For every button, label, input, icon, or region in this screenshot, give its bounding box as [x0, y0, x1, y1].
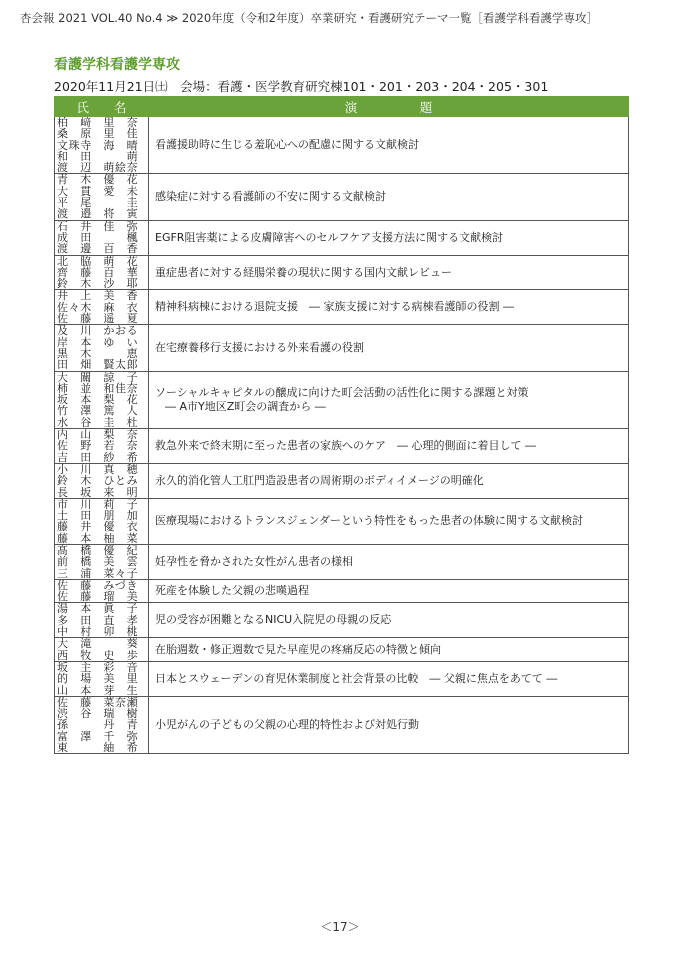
- student-names-cell: [55, 544, 149, 579]
- table-row: [55, 429, 629, 464]
- student-name: 柏 﨑 里 奈: [57, 116, 139, 129]
- student-names-cell: [55, 579, 149, 603]
- research-title-cell: [149, 220, 629, 255]
- student-name: 長 坂 来 明: [57, 485, 139, 499]
- student-name: 岸 本 ゆ い: [57, 335, 139, 349]
- table-row: [55, 174, 629, 220]
- student-names-cell: [55, 638, 149, 662]
- research-title: 在胎週数・修正週数で見た早産児の疼痛反応の特徴と傾向: [155, 642, 441, 656]
- research-title-cell: [149, 290, 629, 325]
- research-title-cell: [149, 661, 629, 696]
- table-row: [55, 117, 629, 174]
- page-number: ＜17＞: [320, 920, 360, 934]
- student-name: 大 貫 愛 未: [57, 184, 139, 198]
- table-row: [55, 544, 629, 579]
- student-name: 小 川 真 穂: [57, 462, 139, 476]
- research-title-cell: [149, 325, 629, 371]
- research-title: 児の受容が困難となるNICU入院児の母親の反応: [155, 613, 392, 627]
- research-title: 精神科病棟における退院支援 ― 家族支援に対する病棟看護師の役割 ―: [155, 300, 514, 314]
- student-names-cell: [55, 220, 149, 255]
- student-name: 大 滝 葵: [57, 637, 139, 651]
- student-name: 的 場 美 里: [57, 672, 139, 686]
- student-name: 坂 本 梨 花: [57, 393, 139, 407]
- table-row: [55, 325, 629, 371]
- research-title-cell: [149, 603, 629, 638]
- research-title-cell: [149, 498, 629, 544]
- research-title-cell: [149, 371, 629, 428]
- research-title: 医療現場におけるトランスジェンダーという特性をもった患者の体験に関する文献検討: [155, 514, 584, 528]
- research-title-cell: [149, 696, 629, 753]
- research-title: 在宅療養移行支援における外来看護の役割: [155, 340, 364, 354]
- research-title: 妊孕性を脅かされた女性がん患者の様相: [155, 554, 353, 568]
- research-title: 死産を体験した父親の悲嘆過程: [155, 584, 309, 598]
- student-names-cell: [55, 463, 149, 498]
- column-header-titles: 演 題: [149, 97, 629, 117]
- student-name: 前 橋 美 雲: [57, 555, 139, 569]
- research-title-cell: [149, 174, 629, 220]
- student-name: 多 田 直 孝: [57, 613, 139, 627]
- student-names-cell: [55, 429, 149, 464]
- student-names-cell: [55, 371, 149, 428]
- student-name: 吉 田 紗 希: [57, 450, 139, 464]
- student-name: 湯 本 眞 子: [57, 602, 139, 616]
- student-name: 中 村 卯 桃: [57, 625, 139, 639]
- table-row: [55, 371, 629, 428]
- student-name: 髙 橋 優 紀: [57, 543, 139, 557]
- student-name: 鈴 木 沙 耶: [57, 277, 139, 291]
- research-title-cell: [149, 638, 629, 662]
- research-title: 小児がんの子どもの父親の心理的特性および対処行動: [155, 718, 419, 732]
- student-name: 水 谷 圭 杜: [57, 415, 139, 429]
- research-title: EGFR阻害薬による皮膚障害へのセルフケア支援方法に関する文献検討: [155, 230, 504, 244]
- student-name: 山 本 芽 生: [57, 683, 139, 697]
- table-row: [55, 290, 629, 325]
- student-name: 富 澤 千 弥: [57, 729, 139, 743]
- student-name: 井 上 美 香: [57, 289, 139, 303]
- section-title: 看護学科看護学専攻: [54, 57, 180, 73]
- table-row: [55, 255, 629, 290]
- student-name: 渋 谷 瑞 樹: [57, 707, 139, 721]
- student-name: 市 川 莉 子: [57, 497, 139, 511]
- student-name: 内 山 梨 奈: [57, 428, 139, 442]
- student-name: 土 田 朋 加: [57, 509, 139, 523]
- student-name: 柿 並 和佳奈: [57, 381, 139, 395]
- student-names-cell: [55, 255, 149, 290]
- research-title-cell: [149, 429, 629, 464]
- student-name: 藤 井 優 衣: [57, 520, 139, 534]
- research-title: ソーシャルキャピタルの醸成に向けた町会活動の活性化に関する課題と対策: [155, 385, 529, 399]
- student-name: 竹 澤 篤 人: [57, 404, 139, 418]
- student-name: 東 紬 希: [57, 741, 139, 755]
- student-name: 黒 木 恵: [57, 346, 139, 360]
- student-names-cell: [55, 498, 149, 544]
- student-name: 文珠寺 海 晴: [57, 138, 139, 152]
- table-body: [55, 117, 629, 754]
- student-name: 成 田 楓: [57, 230, 139, 244]
- table-row: [55, 220, 629, 255]
- student-name: 平 尾 圭: [57, 196, 139, 210]
- student-names-cell: [55, 696, 149, 753]
- research-title-cell: [149, 463, 629, 498]
- research-title: 看護援助時に生じる羞恥心への配慮に関する文献検討: [155, 138, 419, 152]
- student-name: 渡 邊 百 香: [57, 242, 139, 256]
- table-row: [55, 463, 629, 498]
- table-row: [55, 661, 629, 696]
- student-name: 齊 藤 百 華: [57, 265, 139, 279]
- student-name: 和 田 萌: [57, 149, 139, 163]
- student-name: 渡 辺 萌絵奈: [57, 161, 139, 175]
- student-name: 佐 藤 みづき: [57, 578, 138, 592]
- student-name: 佐 藤 遥 夏: [57, 312, 139, 326]
- student-name: 田 畑 賢太郎: [57, 358, 139, 372]
- research-subtitle: ― A市Y地区Z町会の調査から ―: [165, 399, 326, 413]
- running-header: 杏会報 2021 VOL.40 No.4 ≫ 2020年度（令和2年度）卒業研究・看護研究テーマ一覧［看護学科看護学専攻］: [20, 11, 598, 25]
- student-name: 青 木 優 花: [57, 173, 139, 187]
- student-name: 大 關 諒 子: [57, 370, 139, 384]
- student-name: 鈴 木 ひとみ: [57, 474, 139, 488]
- research-title-cell: [149, 255, 629, 290]
- student-name: 北 脇 萌 花: [57, 254, 139, 268]
- student-name: 及 川 かおる: [57, 324, 139, 338]
- student-name: 孫 丹 青: [57, 718, 139, 732]
- research-title: 永久的消化管人工肛門造設患者の周術期のボディイメージの明確化: [155, 473, 484, 487]
- column-header-names: 氏 名: [55, 97, 149, 117]
- student-names-cell: [55, 174, 149, 220]
- student-name: 石 井 佳 弥: [57, 219, 139, 233]
- table-row: [55, 603, 629, 638]
- student-name: 坂 主 彩 音: [57, 660, 139, 674]
- table-row: [55, 498, 629, 544]
- research-title: 重症患者に対する経腸栄養の現状に関する国内文献レビュー: [155, 265, 452, 279]
- session-info: 2020年11月21日㈯ 会場：看護・医学教育研究棟101・201・203・204・205・301: [54, 79, 549, 94]
- research-title: 救急外来で終末期に至った患者の家族へのケア ― 心理的側面に着目して ―: [155, 438, 536, 452]
- student-name: 桑 原 里 佳: [57, 127, 139, 141]
- research-title-cell: [149, 579, 629, 603]
- student-name: 藤 本 柚 菜: [57, 531, 139, 545]
- research-title: 日本とスウェーデンの育児休業制度と社会背景の比較 ― 父親に焦点をあてて ―: [155, 671, 558, 685]
- student-name: 渡 邉 将 寅: [57, 207, 139, 221]
- table-header-row: [55, 97, 629, 117]
- table-row: [55, 579, 629, 603]
- student-name: 佐 藤 菜奈瀬: [57, 695, 139, 709]
- research-title-cell: [149, 117, 629, 174]
- student-names-cell: [55, 117, 149, 174]
- theme-table: [54, 96, 629, 754]
- student-names-cell: [55, 290, 149, 325]
- research-title: 感染症に対する看護師の不安に関する文献検討: [155, 190, 386, 204]
- student-name: 佐々木 麻 衣: [57, 300, 139, 314]
- student-name: 西 牧 史 歩: [57, 648, 139, 662]
- research-title-cell: [149, 544, 629, 579]
- student-names-cell: [55, 603, 149, 638]
- table-row: [55, 638, 629, 662]
- table-row: [55, 696, 629, 753]
- student-names-cell: [55, 661, 149, 696]
- student-name: 三 浦 菜々子: [57, 566, 139, 580]
- student-name: 佐 野 若 奈: [57, 439, 139, 453]
- student-names-cell: [55, 325, 149, 371]
- student-name: 佐 藤 瑠 美: [57, 590, 139, 604]
